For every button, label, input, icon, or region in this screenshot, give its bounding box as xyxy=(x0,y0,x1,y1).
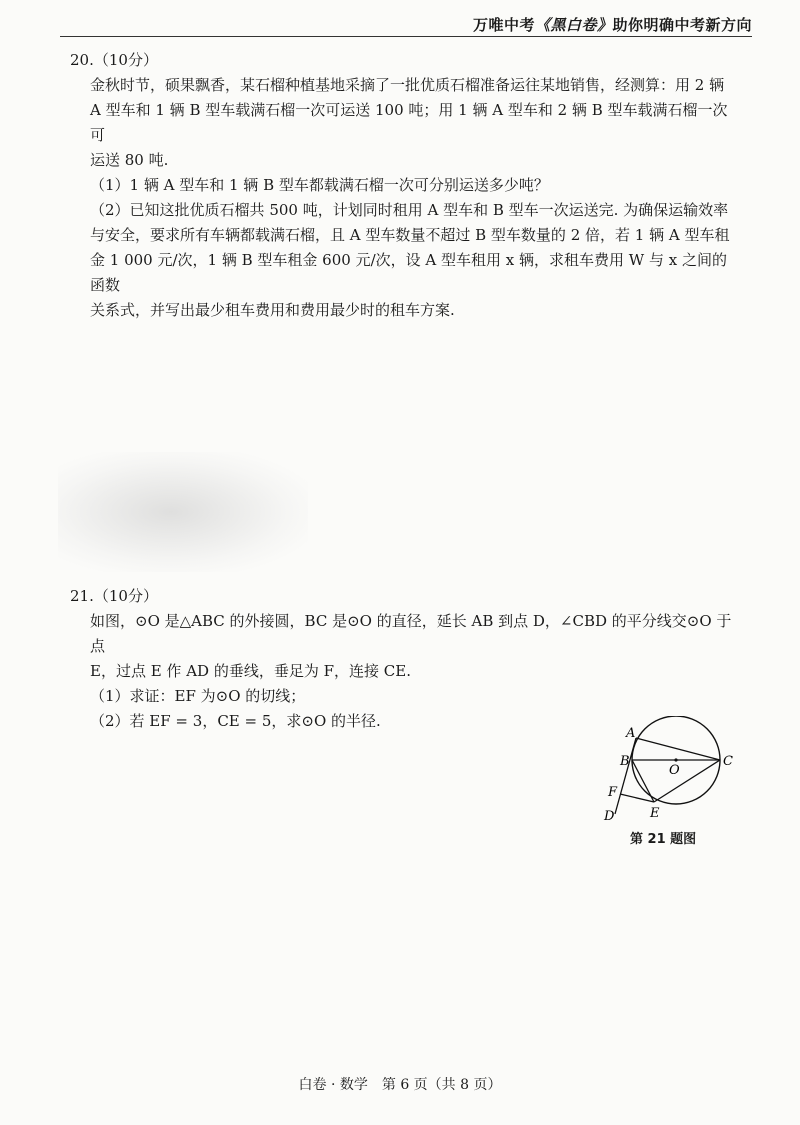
question-20-stem-line: 金秋时节，硕果飘香，某石榴种植基地采摘了一批优质石榴准备运往某地销售，经测算：用 2 辆 xyxy=(90,76,725,94)
line-ad xyxy=(615,738,636,814)
question-points: （10分） xyxy=(93,51,158,69)
question-21-part-1: （1）求证：EF 为⊙O 的切线； xyxy=(90,687,306,705)
label-a: A xyxy=(626,726,636,741)
scan-smudge xyxy=(58,452,308,572)
question-21-heading xyxy=(70,584,738,609)
label-f: F xyxy=(608,785,618,800)
header-rule xyxy=(60,36,752,37)
question-20-stem-line: 运送 80 吨. xyxy=(90,151,169,169)
question-20-part-2-line: 金 1 000 元/次，1 辆 B 型车租金 600 元/次，设 A 型车租用 x 辆，求租车费用 W 与 x 之间的函数 xyxy=(90,251,727,294)
segment-be xyxy=(632,760,654,802)
question-20-part-2-line: 关系式，并写出最少租车费用和费用最少时的租车方案. xyxy=(90,301,455,319)
geometry-diagram xyxy=(598,716,738,820)
question-21-stem-line: 如图，⊙O 是△ABC 的外接圆，BC 是⊙O 的直径，延长 AB 到点 D，∠CBD 的平分线交⊙O 于点 xyxy=(90,612,732,655)
segment-ce xyxy=(654,760,720,802)
label-b: B xyxy=(620,754,630,769)
page-header xyxy=(473,14,752,35)
question-20-heading xyxy=(70,48,738,73)
question-20-part-2-line: （2）已知这批优质石榴共 500 吨，计划同时租用 A 型车和 B 型车一次运送完. 为确保运输效率 xyxy=(90,201,729,219)
question-number: 20. xyxy=(70,51,94,69)
center-point xyxy=(674,758,677,761)
question-20-stem-line: A 型车和 1 辆 B 型车载满石榴一次可运送 100 吨；用 1 辆 A 型车和 2 辆 B 型车载满石榴一次可 xyxy=(90,101,728,144)
geometry-figure xyxy=(598,716,738,820)
header-prefix: 万唯中考 xyxy=(472,16,535,34)
header-brand: 《黑白卷》 xyxy=(534,16,613,34)
question-20 xyxy=(70,48,738,323)
header-suffix: 助你明确中考新方向 xyxy=(612,16,752,34)
label-e: E xyxy=(650,806,660,820)
figure-caption: 第 21 题图 xyxy=(630,832,697,847)
segment-ac xyxy=(636,738,720,760)
question-21-stem-line: E，过点 E 作 AD 的垂线，垂足为 F，连接 CE. xyxy=(90,662,411,680)
question-number: 21. xyxy=(70,587,94,605)
label-c: C xyxy=(723,754,733,769)
question-20-part-1: （1）1 辆 A 型车和 1 辆 B 型车都载满石榴一次可分别运送多少吨？ xyxy=(90,176,549,194)
question-20-part-2-line: 与安全，要求所有车辆都载满石榴，且 A 型车数量不超过 B 型车数量的 2 倍，若 1 辆 A 型车租 xyxy=(90,226,730,244)
page-footer: 白卷 · 数学 第 6 页（共 8 页） xyxy=(298,1077,502,1093)
question-21-part-2: （2）若 EF = 3，CE = 5，求⊙O 的半径. xyxy=(90,712,381,730)
question-21 xyxy=(70,584,738,734)
question-points: （10分） xyxy=(93,587,158,605)
label-d: D xyxy=(604,809,615,820)
label-o: O xyxy=(669,763,680,778)
